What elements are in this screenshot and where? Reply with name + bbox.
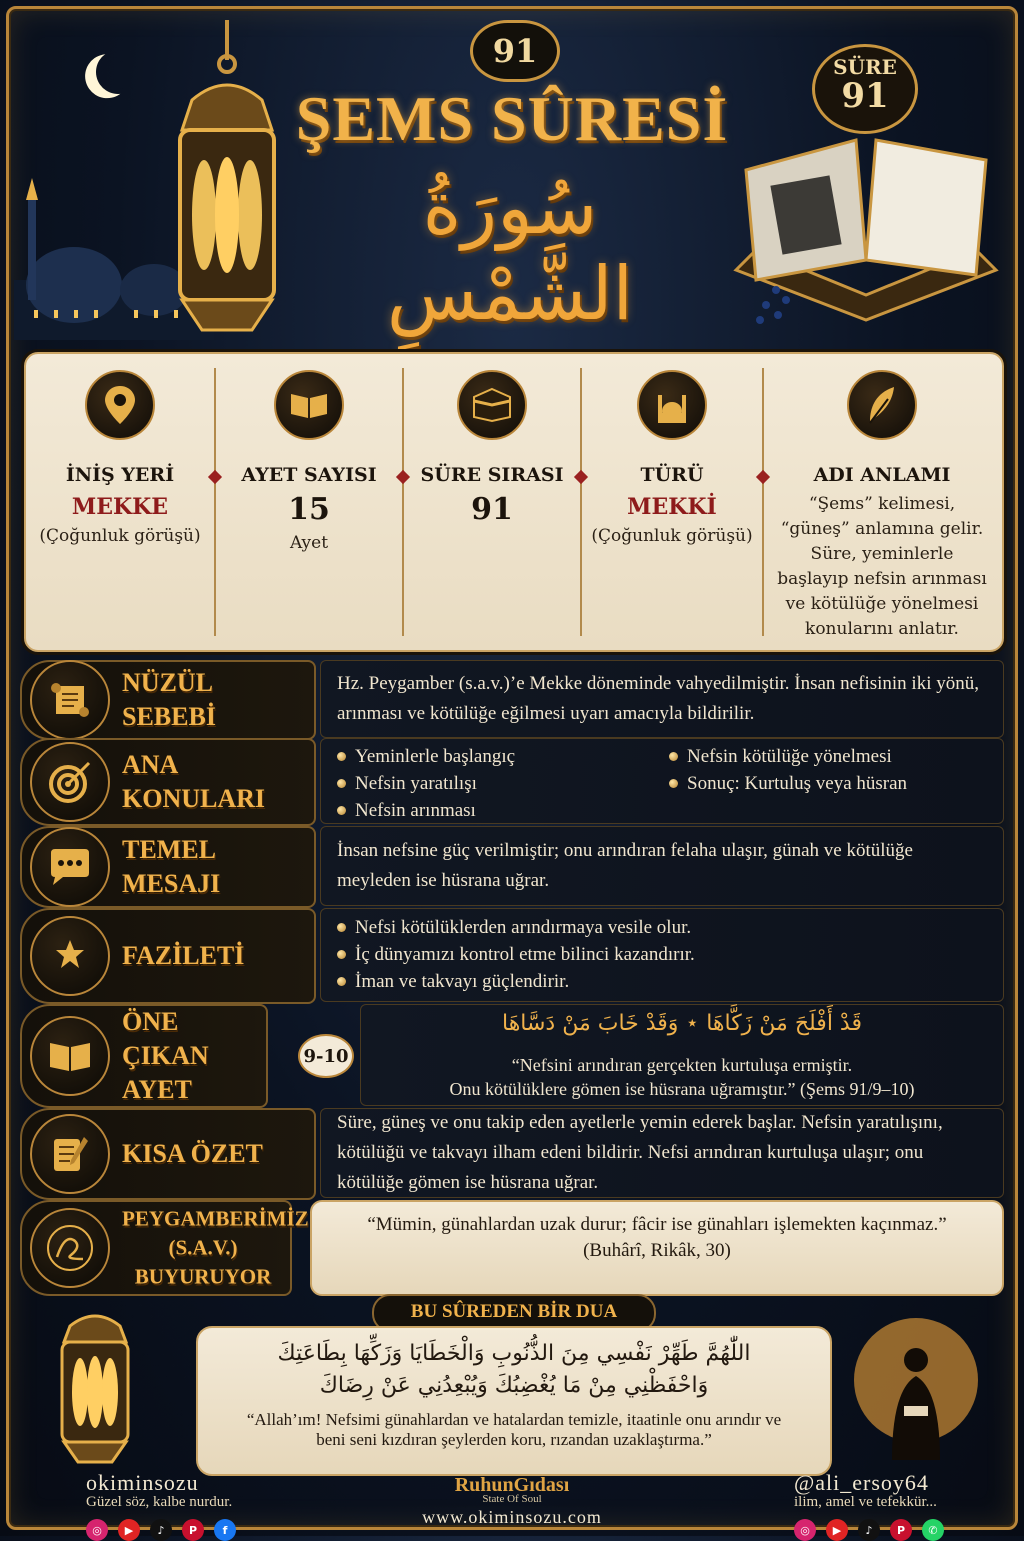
info-inis <box>26 354 214 650</box>
tiktok-icon[interactable]: ♪ <box>858 1519 880 1541</box>
tur-heading: TÜRÜ <box>640 464 704 486</box>
mosque-icon <box>637 370 707 440</box>
ayet-value: 15 <box>288 492 330 527</box>
ayet-arabic: قَدْ أَفْلَحَ مَنْ زَكَّاهَا ⋆ وَقَدْ خَابَ مَنْ دَسَّاهَا <box>501 1011 862 1036</box>
sure-badge-label: SÜRE <box>833 55 897 79</box>
ozet-label: KISA ÖZET <box>122 1139 263 1168</box>
info-anlam <box>764 354 1000 650</box>
footer-left <box>86 1470 236 1541</box>
konular-label: ANA KONULARI <box>122 750 266 813</box>
tiktok-icon[interactable]: ♪ <box>150 1519 172 1541</box>
scroll-icon <box>30 660 110 740</box>
instagram-icon[interactable]: ◎ <box>86 1519 108 1541</box>
quran-on-stand-icon <box>716 110 1006 330</box>
list-item: Nefsin arınması <box>333 797 515 824</box>
kaaba-icon <box>457 370 527 440</box>
section-konular <box>20 738 1004 822</box>
sure-badge-number: 91 <box>841 76 889 116</box>
surah-number-badge: 91 <box>470 20 560 82</box>
ozet-text: Süre, güneş ve onu takip eden ayetlerle yemin ederek başlar. Nefsin yaratılışını, kötülüğü ve takvayı ilham edeni bildirir. Nefsi arındıran kurtuluşa ulaşır; onu kötülüğe gömen ise hüsrana uğrar. <box>337 1112 943 1193</box>
facebook-icon[interactable]: f <box>214 1519 236 1541</box>
mesaj-text: İnsan nefsine güç verilmiştir; onu arındıran felaha ulaşır, günah ve kötülüğe meyleden ise hüsrana uğrar. <box>337 840 913 891</box>
anlam-heading: ADI ANLAMI <box>813 464 951 486</box>
list-item: Nefsin kötülüğe yönelmesi <box>665 743 907 770</box>
footer-right <box>794 1470 944 1541</box>
section-hadis <box>20 1200 1004 1292</box>
star-icon <box>30 916 110 996</box>
anlam-text: “Şems” kelimesi, “güneş” anlamına gelir. Süre, yeminlerle başlayıp nefsin arınması ve kötülüğe yönelmesi konularını anlatır. <box>777 494 987 639</box>
list-item: Nefsin yaratılışı <box>333 770 515 797</box>
sira-value: 91 <box>471 492 513 527</box>
fazilet-label: FAZİLETİ <box>122 941 245 970</box>
hadis-label-3: BUYURUYOR <box>134 1264 272 1289</box>
nuzul-label: NÜZÜL SEBEBİ <box>122 668 216 731</box>
list-item: İç dünyamızı kontrol etme bilinci kazandırır. <box>333 941 695 968</box>
left-slogan: Güzel söz, kalbe nurdur. <box>86 1494 233 1510</box>
info-sira <box>404 354 580 650</box>
inis-value: MEKKE <box>71 494 169 520</box>
location-pin-icon <box>85 370 155 440</box>
pinterest-icon[interactable]: P <box>182 1519 204 1541</box>
mesaj-label: TEMEL MESAJI <box>122 835 221 898</box>
brand-subtitle: State Of Soul <box>482 1493 542 1505</box>
hadis-label-2: (S.A.V.) <box>168 1235 238 1260</box>
right-slogan: ilim, amel ve tefekkür... <box>794 1494 937 1510</box>
lantern-icon <box>152 20 302 340</box>
hadith-quote: “Mümin, günahlardan uzak durur; fâcir ise günahları işlemekten kaçınmaz.” <box>367 1214 947 1235</box>
sira-heading: SÜRE SIRASI <box>420 464 564 486</box>
list-item: Sonuç: Kurtuluş veya hüsran <box>665 770 907 797</box>
youtube-icon[interactable]: ▶ <box>826 1519 848 1541</box>
ayet-heading: AYET SAYISI <box>241 464 377 486</box>
youtube-icon[interactable]: ▶ <box>118 1519 140 1541</box>
website-link[interactable]: www.okiminsozu.com <box>422 1507 602 1527</box>
dua-arabic-line1: اللّٰهُمَّ طَهِّرْ نَفْسِي مِنَ الذُّنُوبِ وَالْخَطَايَا وَزَكِّهَا بِطَاعَتِكَ <box>277 1341 751 1366</box>
praying-person-illustration <box>846 1310 986 1470</box>
open-book-icon <box>274 370 344 440</box>
book-icon <box>30 1016 110 1096</box>
ayet-label: ÖNE ÇIKAN AYET <box>122 1007 209 1104</box>
crescent-moon-icon <box>93 47 144 98</box>
tur-value: MEKKİ <box>627 494 717 520</box>
list-item: Nefsi kötülüklerden arındırmaya vesile olur. <box>333 914 695 941</box>
section-fazilet <box>20 908 1004 1000</box>
tur-note: (Çoğunluk görüşü) <box>591 526 753 546</box>
footer-brand <box>360 1474 664 1528</box>
hadis-label-1: PEYGAMBERİMİZ <box>122 1206 309 1231</box>
info-ayet <box>216 354 402 650</box>
fazilet-list <box>333 914 695 995</box>
list-item: Yeminlerle başlangıç <box>333 743 515 770</box>
notepad-pen-icon <box>30 1114 110 1194</box>
hadith-source: (Buhârî, Rikâk, 30) <box>583 1240 731 1261</box>
section-mesaj <box>20 826 1004 904</box>
dua-translation: “Allah’ım! Nefsimi günahlardan ve hatalardan temizle, itaatinle onu arındır ve beni seni kızdıran şeylerden koru, rızandan uzaklaştırma.” <box>246 1410 782 1449</box>
ayet-translation-line1: “Nefsini arındıran gerçekten kurtuluşa ermiştir. <box>511 1055 853 1075</box>
arabic-title: سُورَةُ الشَّمْسِ <box>386 165 634 337</box>
dua-heading: BU SÛREDEN BİR DUA <box>372 1294 656 1332</box>
left-handle[interactable]: okiminsozu <box>86 1470 199 1495</box>
info-panel <box>24 352 1004 652</box>
info-tur <box>582 354 762 650</box>
dua-arabic-line2: وَاحْفَظْنِي مِنْ مَا يُغْضِبُكَ وَيُبْعِدُنِي عَنْ رِضَاكَ <box>319 1373 709 1398</box>
konular-list-left <box>333 743 515 824</box>
calligraphy-seal-icon <box>30 1208 110 1288</box>
right-handle[interactable]: @ali_ersoy64 <box>794 1470 929 1495</box>
nuzul-text: Hz. Peygamber (s.a.v.)’e Mekke döneminde vahyedilmiştir. İnsan nefisinin iki yönü, arınması ve kötülüğe eğilmesi uyarı amacıyla bildirilir. <box>337 673 979 724</box>
feather-icon <box>847 370 917 440</box>
speech-bubble-icon <box>30 827 110 907</box>
target-icon <box>30 742 110 822</box>
dua-box <box>196 1326 832 1476</box>
ayet-note: Ayet <box>289 533 329 553</box>
inis-heading: İNİŞ YERİ <box>65 464 175 486</box>
instagram-icon[interactable]: ◎ <box>794 1519 816 1541</box>
brand-name: RuhunGıdası <box>454 1474 570 1496</box>
konular-list-right <box>665 743 907 797</box>
section-ozet <box>20 1108 1004 1196</box>
inis-note: (Çoğunluk görüşü) <box>39 526 201 546</box>
list-item: İman ve takvayı güçlendirir. <box>333 968 695 995</box>
ayet-translation-line2: Onu kötülüklere gömen ise hüsrana uğramıştır.” (Şems 91/9–10) <box>449 1079 915 1099</box>
whatsapp-icon[interactable]: ✆ <box>922 1519 944 1541</box>
section-nuzul <box>20 660 1004 736</box>
hadith-box <box>310 1200 1004 1296</box>
page-title: ŞEMS SÛRESİ <box>295 83 729 154</box>
pinterest-icon[interactable]: P <box>890 1519 912 1541</box>
section-ayet <box>20 1004 1004 1104</box>
lantern-icon <box>40 1296 150 1466</box>
verse-number-badge: 9-10 <box>298 1034 354 1078</box>
